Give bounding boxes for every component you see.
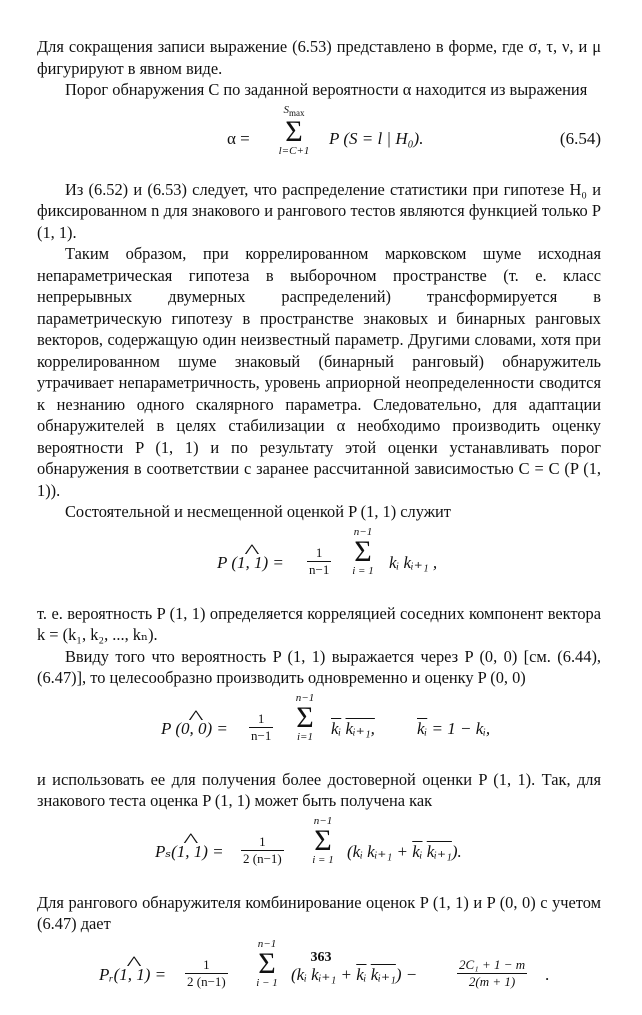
eq4-fraction: $\frac{1}{2 (n-1)}$ xyxy=(243,833,282,866)
eq5-end: . xyxy=(545,964,550,984)
page-number: 363 xyxy=(310,950,332,965)
eq4-body: (kᵢ kᵢ₊₁ + $\overline{kᵢ}$ kᵢ₊₁). xyxy=(347,841,462,861)
eq2-sum: n−1 Σ i = 1 xyxy=(352,525,374,577)
eq1-sum: $S_{max}$ Σ l=C+1 xyxy=(278,103,310,157)
eq5-body: (kᵢ kᵢ₊₁ + $\overline{kᵢ}$ kᵢ₊₁) − xyxy=(291,964,418,984)
eq5-lhs: ^ Pᵣ(1, 1) = xyxy=(99,965,166,985)
eq4-lhs: ^ Pₛ(1, 1) = xyxy=(155,842,224,862)
paragraph-1: Для сокращения записи выражение (6.53) представлено в форме, где σ, τ, ν, и μ фигурируют в явном виде. xyxy=(37,37,601,78)
paragraph-7: Ввиду того что вероятность P (1, 1) выражается через P (0, 0) [см. (6.44), (6.47)], то целесообразно производить одновременно и оценку P (0, 0) xyxy=(37,646,601,687)
eq5-fraction-2: $\frac{\text{2C₁ + 1 − m}}{2(m + 1)}$ xyxy=(459,956,526,989)
eq5-fraction: $\frac{1}{2 (n-1)}$ xyxy=(187,956,226,989)
eq1-lhs: α = xyxy=(227,128,250,148)
equation-6-54 xyxy=(37,101,601,179)
eq1-body: P (S = l | H₀). xyxy=(329,128,424,148)
paragraph-6: т. е. вероятность P (1, 1) определяется корреляцией соседних компонент вектора k = (k₁, k₂, ..., kₙ). xyxy=(37,603,601,644)
paragraph-8: и использовать ее для получения более достоверной оценки P (1, 1). Так, для знакового теста оценка P (1, 1) может быть получена как xyxy=(37,769,601,810)
eq2-body: kᵢ kᵢ₊₁ , xyxy=(389,552,438,572)
eq2-fraction: $\frac{1}{n-1}$ xyxy=(309,544,330,577)
equation-sign-test xyxy=(37,812,601,892)
eq3-fraction: $\frac{1}{n-1}$ xyxy=(251,710,272,743)
paragraph-2: Порог обнаружения C по заданной вероятности α находится из выражения xyxy=(65,80,588,99)
eq3-sum: n−1 Σ i=1 xyxy=(295,691,315,743)
equation-p11-estimate xyxy=(37,523,601,603)
eq5-sum: n−1 Σ i − 1 xyxy=(256,937,278,989)
eq4-sum: n−1 Σ i = 1 xyxy=(312,814,334,866)
eq3-body: $\overline{kᵢ}$ kᵢ₊₁, xyxy=(331,718,375,738)
eq3-lhs: ^ P (0, 0) = xyxy=(161,719,228,739)
eq3-tail: $\overline{kᵢ} = 1$ − kᵢ, xyxy=(417,718,491,738)
paragraph-9: Для рангового обнаружителя комбинирование оценок P (1, 1) и P (0, 0) с учетом (6.47) дает xyxy=(37,892,601,933)
equation-rank-test xyxy=(37,935,601,1015)
paragraph-5: Состоятельной и несмещенной оценкой P (1, 1) служит xyxy=(65,502,451,521)
equation-number: (6.54) xyxy=(559,128,601,148)
eq2-lhs: ^ P (1, 1) = xyxy=(217,553,284,573)
paragraph-3: Из (6.52) и (6.53) следует, что распределение статистики при гипотезе H₀ и фиксированном n для знакового и рангового тестов являются функцией только P (1, 1). xyxy=(37,179,601,242)
paragraph-4: Таким образом, при коррелированном марковском шуме исходная непараметрическая гипотеза в выборочном пространстве (т. е. класс непрерывных двумерных распределений) трансформируется в параметрическую гипотезу в пространстве знаковых и бинарных ранговых векторов, содержащую один неизвестный параметр. Другими словами, хотя при коррелированном шуме знаковый (бинарный ранговый) обнаружитель утрачивает непараметричность, уровень априорной неопределенности сводится к незнанию одного скалярного параметра. Следовательно, для адаптации обнаружителей в целях стабилизации α необходимо производить оценку вероятности P (1, 1) и по результату этой оценки устанавливать порог обнаружения в соответствии с заранее рассчитанной зависимостью C = C (P (1, 1)). xyxy=(37,244,601,500)
equation-p00-estimate xyxy=(37,689,601,769)
